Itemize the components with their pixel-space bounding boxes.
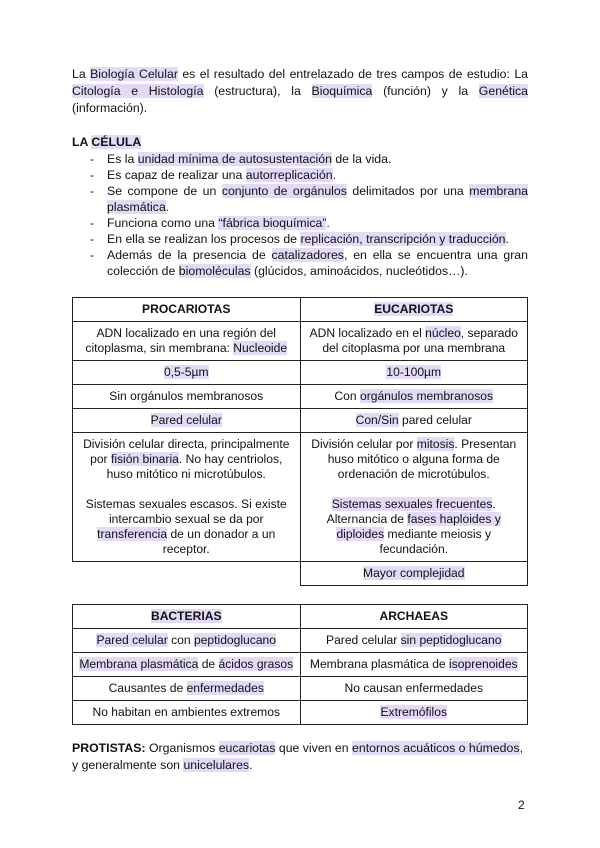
cell-highlight: núcleo <box>425 326 461 340</box>
header-eucariotas-label: EUCARIOTAS <box>374 302 454 316</box>
bullet-text: Además de la presencia de <box>107 248 272 262</box>
dash-marker: - <box>90 168 95 182</box>
header-bacterias-label: BACTERIAS <box>150 609 222 623</box>
list-item <box>90 167 528 183</box>
cell-highlight: fisión binaria <box>110 452 179 466</box>
table-cell <box>300 409 528 433</box>
cell-text: No habitan en ambientes extremos <box>92 705 281 719</box>
para-highlight: unicelulares <box>183 758 250 772</box>
header-eucariotas <box>300 298 528 322</box>
bullet-text: Funciona como una <box>107 216 219 230</box>
cell-highlight: Sistemas sexuales frecuentes <box>331 497 493 511</box>
cell-text: ADN localizado en una región del citoplasma, sin membrana: <box>85 326 276 355</box>
cell-spacer <box>307 482 522 497</box>
cell-text: . Alternancia de <box>326 497 496 526</box>
bullet-text: (glúcidos, aminoácidos, nucleótidos…). <box>250 264 468 278</box>
table-row <box>73 629 528 653</box>
cell-highlight: transferencia <box>97 527 168 541</box>
cell-text: División celular por <box>311 437 417 451</box>
table-cell <box>73 409 301 433</box>
dash-marker: - <box>90 232 95 246</box>
table-row <box>73 385 528 409</box>
cell-text: . No hay centriolos, huso mitótico ni microtúbulos. <box>106 452 283 481</box>
heading-prefix: LA <box>72 135 92 149</box>
table-cell <box>73 677 301 701</box>
bullet-highlight: “fábrica bioquímica” <box>218 216 327 230</box>
intro-paragraph <box>72 66 528 117</box>
cell-highlight: Pared celular <box>150 413 222 427</box>
table-row <box>73 433 528 562</box>
table-cell <box>300 629 528 653</box>
list-item <box>90 215 528 231</box>
bullet-highlight: autorreplicación <box>245 168 333 182</box>
intro-text: es el resultado del entrelazado de tres campos de estudio: La <box>177 67 528 81</box>
table-row <box>73 322 528 361</box>
cell-spacer <box>79 482 294 497</box>
cell-text: Causantes de <box>108 681 187 695</box>
para-text: . <box>249 758 253 772</box>
cell-highlight: Mayor complejidad <box>363 566 465 580</box>
cell-paragraph <box>79 437 294 482</box>
table-cell <box>300 653 528 677</box>
cell-text: División celular directa, principalmente por <box>83 437 290 466</box>
table-cell <box>300 385 528 409</box>
cell-highlight: 0,5-5µm <box>163 365 209 379</box>
bullet-text: , en ella se encuentra una gran colección de <box>107 248 528 278</box>
empty-cell <box>73 562 301 586</box>
page-number: 2 <box>518 798 525 812</box>
prokaryote-eukaryote-table <box>72 297 528 586</box>
para-text: , y generalmente son <box>72 741 523 772</box>
cell-highlight: orgánulos membranosos <box>359 389 494 403</box>
cell-highlight: 10-100µm <box>386 365 442 379</box>
dash-marker: - <box>90 248 95 262</box>
list-item <box>90 231 528 247</box>
cell-bullet-list <box>72 151 528 279</box>
cell-text: pared celular <box>398 413 472 427</box>
cell-highlight: Con/Sin <box>355 413 399 427</box>
table-cell <box>73 629 301 653</box>
bullet-highlight: conjunto de orgánulos <box>221 184 347 198</box>
section-heading <box>72 134 528 151</box>
dash-marker: - <box>90 216 95 230</box>
cell-text: . Presentan huso mitótico o alguna forma de ordenación de microtúbulos. <box>327 437 517 481</box>
cell-paragraph <box>307 437 522 482</box>
para-highlight: eucariotas <box>218 741 276 755</box>
table-cell <box>73 322 301 361</box>
cell-text: No causan enfermedades <box>344 681 483 695</box>
intro-highlight: Bioquímica <box>311 84 373 98</box>
bullet-text: . <box>165 200 170 214</box>
bullet-highlight: unidad mínima de autosustentación <box>137 152 332 166</box>
table-cell <box>300 433 528 562</box>
para-highlight: entornos acuáticos o húmedos <box>352 741 520 755</box>
cell-text: Pared celular <box>326 633 401 647</box>
bullet-highlight: replicación, transcripción y traducción <box>300 232 506 246</box>
table-row <box>73 701 528 725</box>
table-cell <box>73 701 301 725</box>
para-text: Organismos <box>145 741 219 755</box>
table-cell <box>73 385 301 409</box>
table-row <box>73 677 528 701</box>
para-text: que viven en <box>275 741 353 755</box>
cell-highlight: peptidoglucano <box>193 633 277 647</box>
bacteria-archaea-table <box>72 604 528 725</box>
cell-text: mediante meiosis y fecundación. <box>379 527 492 556</box>
header-archaeas: ARCHAEAS <box>300 605 528 629</box>
cell-text: Sin orgánulos membranosos <box>109 389 264 403</box>
cell-highlight: mitosis <box>416 437 455 451</box>
table-cell <box>73 361 301 385</box>
cell-highlight: sin peptidoglucano <box>400 633 502 647</box>
list-item <box>90 151 528 167</box>
table-header-row <box>73 298 528 322</box>
cell-highlight: fases haploides y diploides <box>336 512 501 541</box>
intro-text: (estructura), la <box>203 84 312 98</box>
bullet-highlight: membrana plasmática <box>107 184 528 214</box>
cell-highlight: Pared celular <box>96 633 168 647</box>
table-row <box>73 361 528 385</box>
bullet-text: Es la <box>107 152 138 166</box>
cell-highlight: Membrana plasmática <box>79 657 199 671</box>
table-header-row <box>73 605 528 629</box>
dash-marker: - <box>90 152 95 166</box>
bullet-text: delimitados por una <box>346 184 470 198</box>
dash-marker: - <box>90 184 95 198</box>
intro-highlight: Citología e Histología <box>72 84 204 98</box>
bullet-text: . <box>505 232 509 246</box>
bullet-highlight: biomoléculas <box>178 264 251 278</box>
heading-title: CÉLULA <box>91 135 142 149</box>
cell-highlight: Nucleoide <box>233 341 288 355</box>
bullet-text: . <box>326 216 330 230</box>
bullet-text: En ella se realizan los procesos de <box>107 232 301 246</box>
table-cell <box>300 361 528 385</box>
bullet-text: . <box>332 168 336 182</box>
table-cell <box>73 653 301 677</box>
cell-highlight: Extremófilos <box>380 705 448 719</box>
cell-highlight: enfermedades <box>186 681 264 695</box>
document-page <box>72 66 528 774</box>
table-cell <box>300 677 528 701</box>
list-item <box>90 183 528 215</box>
cell-paragraph <box>307 497 522 557</box>
intro-text: La <box>72 67 91 81</box>
table-cell <box>300 562 528 586</box>
intro-text: (función) y la <box>372 84 479 98</box>
cell-text: ADN localizado en el <box>309 326 426 340</box>
table-row <box>73 653 528 677</box>
bullet-highlight: catalizadores <box>271 248 344 262</box>
table-cell <box>300 322 528 361</box>
cell-text: Sistemas sexuales escasos. Si existe intercambio sexual se da por <box>85 497 287 526</box>
protistas-label: PROTISTAS: <box>72 741 146 755</box>
bullet-text: Es capaz de realizar una <box>107 168 246 182</box>
bullet-text: de la vida. <box>331 152 392 166</box>
bullet-text: Se compone de un <box>107 184 222 198</box>
cell-text: con <box>167 633 194 647</box>
cell-paragraph <box>79 497 294 557</box>
table-cell <box>73 433 301 562</box>
table-row <box>73 562 528 586</box>
cell-highlight: isoprenoides <box>449 657 518 671</box>
protistas-paragraph <box>72 740 528 774</box>
cell-text: Membrana plasmática de <box>309 657 450 671</box>
cell-text: Con <box>334 389 360 403</box>
cell-highlight: ácidos grasos <box>218 657 294 671</box>
table-row <box>73 409 528 433</box>
table-cell <box>300 701 528 725</box>
cell-text: , separado del citoplasma por una membrana <box>322 326 518 355</box>
header-bacterias <box>73 605 301 629</box>
header-procariotas: PROCARIOTAS <box>73 298 301 322</box>
intro-highlight: Biología Celular <box>90 67 178 81</box>
cell-text: de <box>198 657 219 671</box>
intro-highlight: Genética <box>478 84 529 98</box>
intro-text: (información). <box>72 101 148 115</box>
cell-text: de un donador a un receptor. <box>162 527 276 556</box>
list-item <box>90 247 528 279</box>
